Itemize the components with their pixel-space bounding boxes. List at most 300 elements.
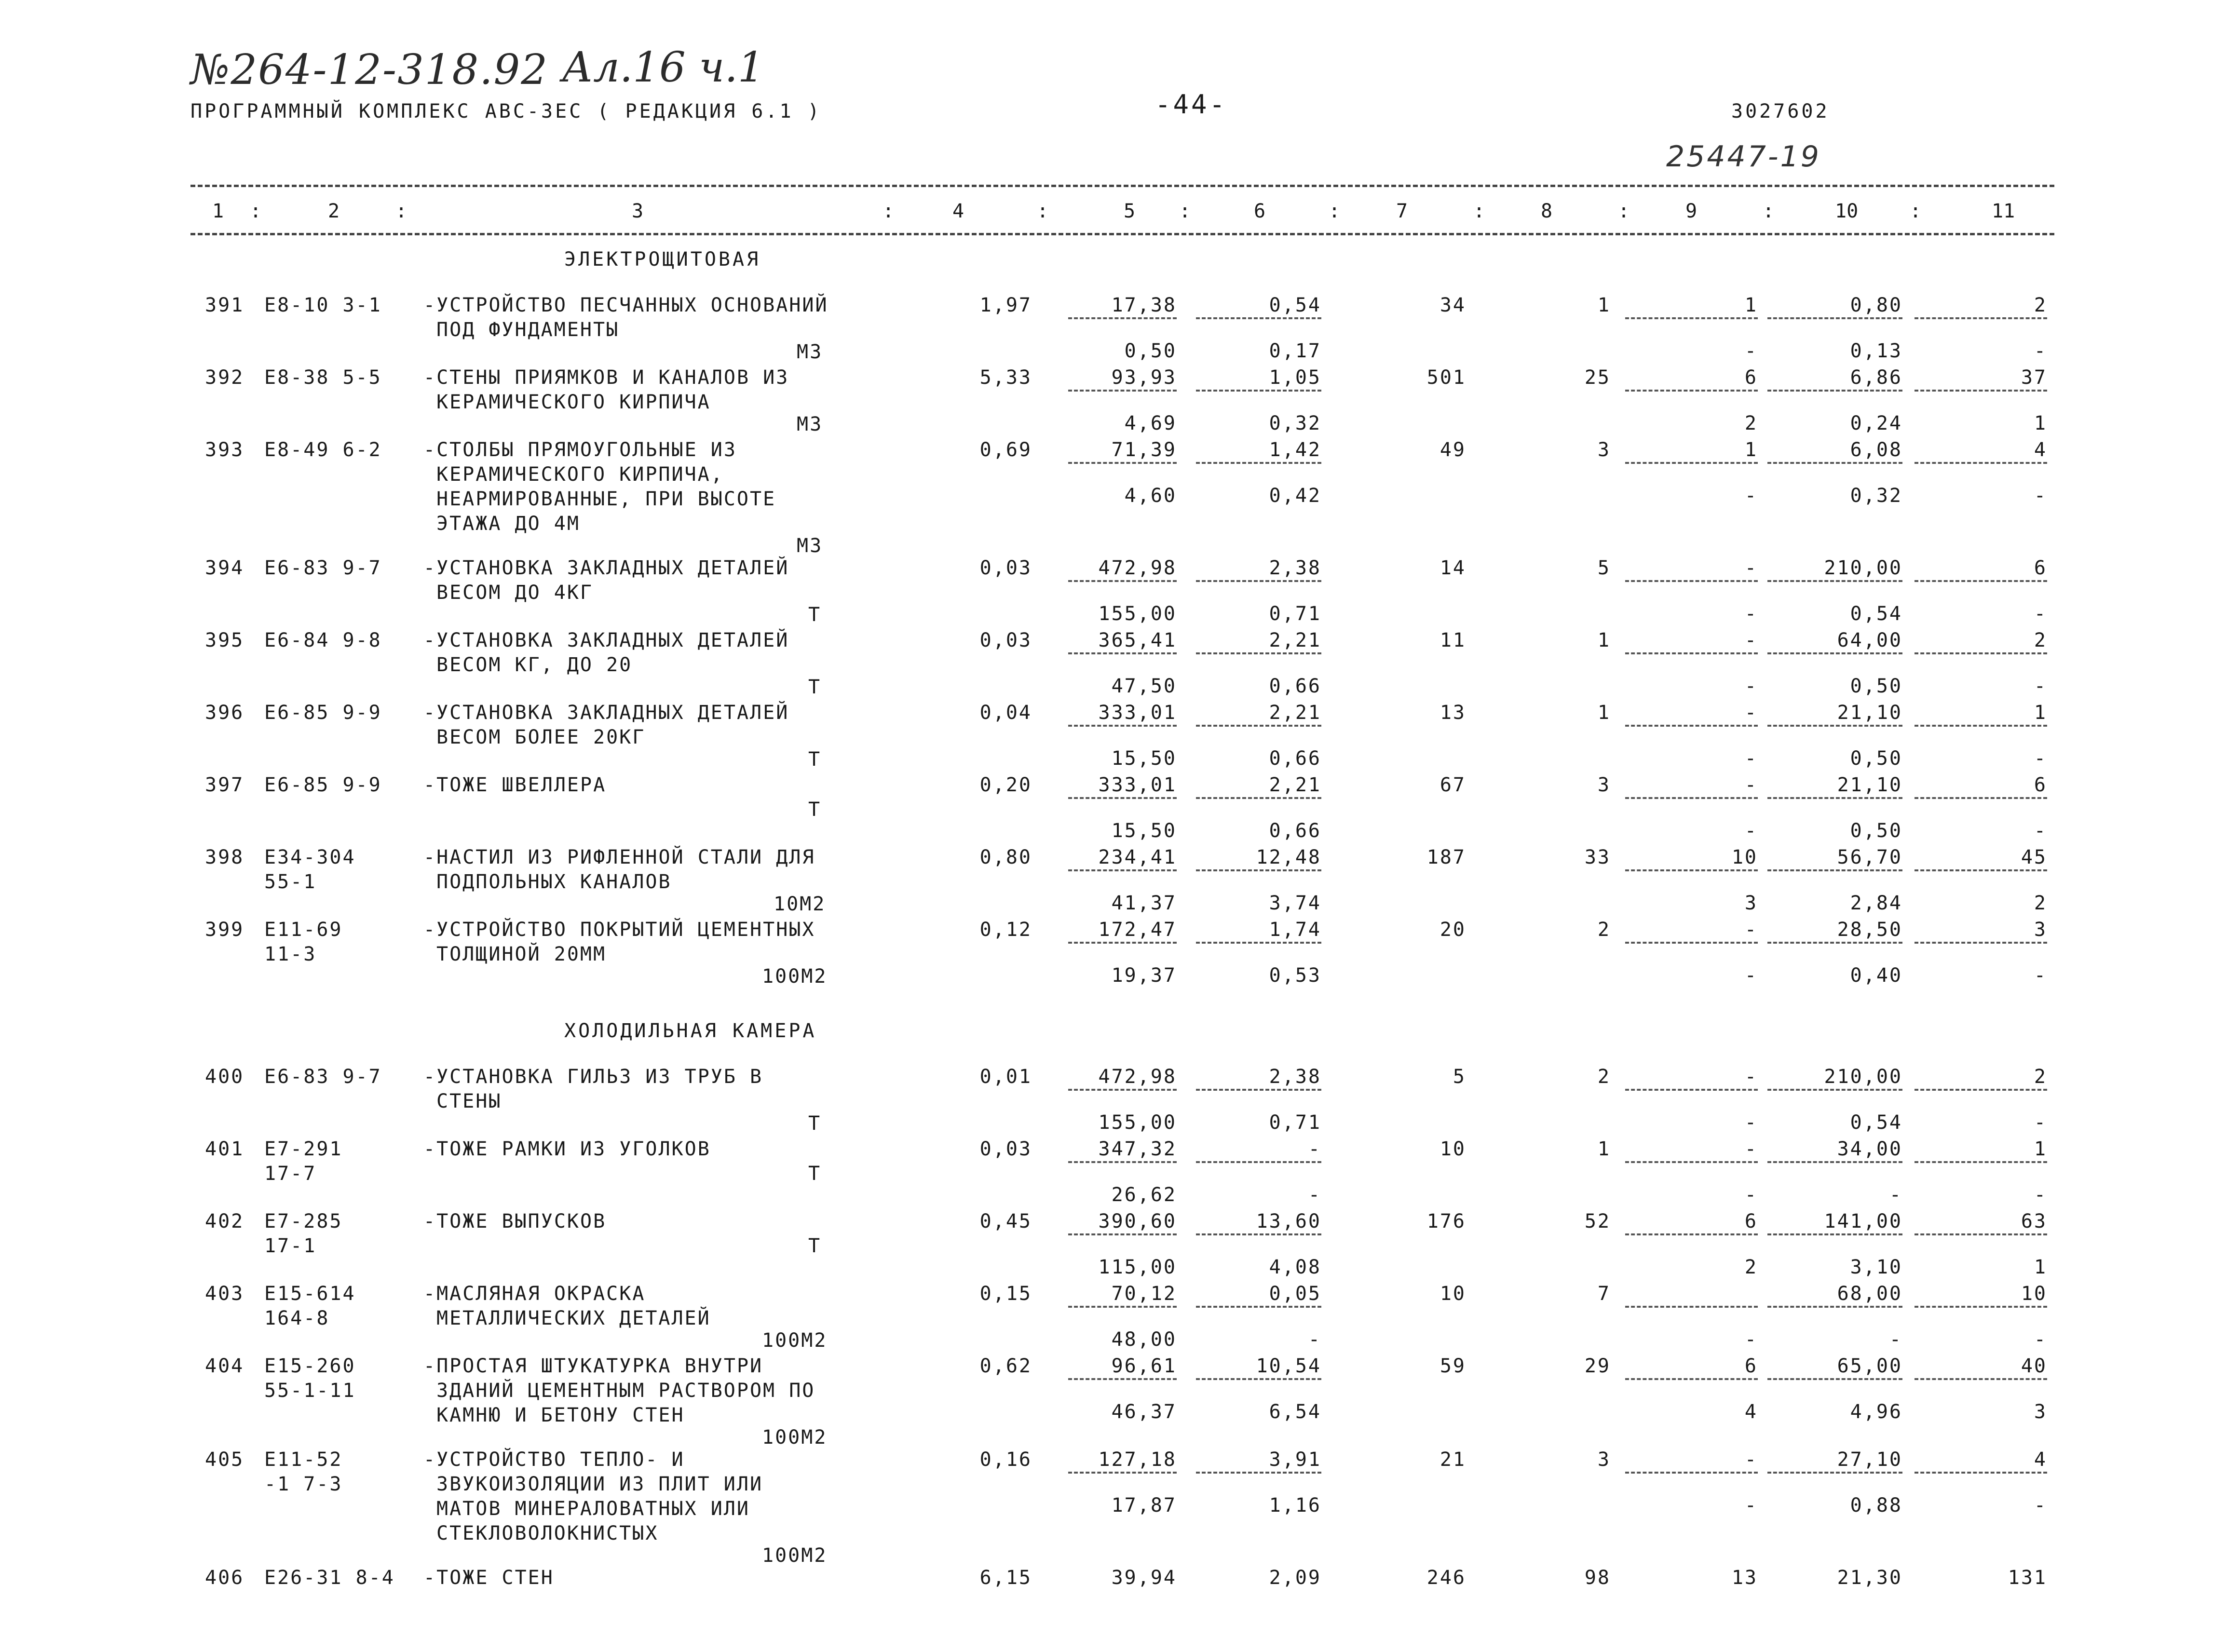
norm-code: Е8-10 3-1 [264, 294, 382, 316]
cell-c10: 141,00 [1824, 1210, 1902, 1232]
column-header: 1 [212, 200, 224, 222]
cell-c11b: - [2034, 485, 2047, 507]
cell-c10: 68,00 [1837, 1283, 1902, 1305]
cell-c6: 2,09 [1269, 1567, 1321, 1589]
row-divider [1915, 1472, 2047, 1474]
row-divider [1625, 1233, 1758, 1235]
cell-c10: 210,00 [1824, 557, 1902, 579]
row-divider [1196, 580, 1321, 582]
row-number: 401 [205, 1138, 244, 1160]
cell-c10b: - [1889, 1184, 1902, 1206]
handwritten-right-number: 25447-19 [1666, 140, 1821, 174]
cell-c11b: - [2034, 1184, 2047, 1206]
row-divider [1625, 580, 1758, 582]
cell-c6b: 0,71 [1269, 1111, 1321, 1134]
norm-code: Е7-291 [264, 1138, 343, 1160]
cell-c5: 472,98 [1098, 557, 1177, 579]
cell-c5: 333,01 [1098, 774, 1177, 796]
cell-c4: 0,45 [979, 1210, 1032, 1232]
cell-c10: 34,00 [1837, 1138, 1902, 1160]
cell-c9b: - [1744, 675, 1758, 697]
cell-c5b: 115,00 [1098, 1256, 1177, 1278]
cell-c9: - [1744, 1066, 1758, 1088]
work-description: МАТОВ МИНЕРАЛОВАТНЫХ ИЛИ [436, 1498, 750, 1520]
cell-c7: 5 [1453, 1066, 1466, 1088]
work-description: КАМНЮ И БЕТОНУ СТЕН [436, 1404, 685, 1426]
row-number: 392 [205, 366, 244, 389]
cell-c11: 3 [2034, 919, 2047, 941]
cell-c6: 0,05 [1269, 1283, 1321, 1305]
cell-c4: 0,01 [979, 1066, 1032, 1088]
column-separator: : [250, 200, 262, 222]
row-divider [1068, 580, 1177, 582]
norm-code: 55-1-11 [264, 1380, 356, 1402]
cell-c8: 29 [1584, 1355, 1611, 1377]
norm-code: Е7-285 [264, 1210, 343, 1232]
row-divider [1196, 869, 1321, 871]
cell-c5: 93,93 [1111, 366, 1177, 389]
cell-c11: 10 [2021, 1283, 2047, 1305]
cell-c9: - [1744, 774, 1758, 796]
work-description: -СТОЛБЫ ПРЯМОУГОЛЬНЫЕ ИЗ [423, 439, 737, 461]
cell-c5: 71,39 [1111, 439, 1177, 461]
cell-c6: 2,38 [1269, 1066, 1321, 1088]
work-description: -ПРОСТАЯ ШТУКАТУРКА ВНУТРИ [423, 1355, 763, 1377]
cell-c4: 0,15 [979, 1283, 1032, 1305]
column-separator: : [1179, 200, 1191, 222]
cell-c5b: 155,00 [1098, 1111, 1177, 1134]
row-divider [1767, 1161, 1902, 1163]
cell-c9b: - [1744, 747, 1758, 770]
cell-c4: 0,80 [979, 846, 1032, 868]
header-bottom-rule [190, 233, 2054, 235]
cell-c9: 10 [1731, 846, 1758, 868]
cell-c9: - [1744, 557, 1758, 579]
cell-c8: 33 [1584, 846, 1611, 868]
row-divider [1767, 652, 1902, 654]
cell-c11: 131 [2008, 1567, 2047, 1589]
cell-c6b: 1,16 [1269, 1494, 1321, 1517]
cell-c5: 172,47 [1098, 919, 1177, 941]
cell-c4: 1,97 [979, 294, 1032, 316]
cell-c11: 4 [2034, 439, 2047, 461]
cell-c6: 1,42 [1269, 439, 1321, 461]
unit: 100М2 [762, 1329, 828, 1352]
cell-c4: 0,62 [979, 1355, 1032, 1377]
cell-c5: 96,61 [1111, 1355, 1177, 1377]
cell-c11b: - [2034, 675, 2047, 697]
cell-c9: 6 [1744, 366, 1758, 389]
unit: Т [808, 1112, 822, 1135]
row-divider [1068, 1378, 1177, 1380]
cell-c5b: 15,50 [1111, 820, 1177, 842]
row-divider [1625, 1378, 1758, 1380]
row-divider [1767, 390, 1902, 392]
row-divider [1196, 390, 1321, 392]
cell-c11: 4 [2034, 1449, 2047, 1471]
norm-code: 11-3 [264, 943, 317, 965]
cell-c9b: - [1744, 603, 1758, 625]
cell-c9b: - [1744, 820, 1758, 842]
cell-c6b: 4,08 [1269, 1256, 1321, 1278]
cell-c7: 34 [1439, 294, 1466, 316]
row-number: 393 [205, 439, 244, 461]
work-description: -ТОЖЕ СТЕН [423, 1567, 554, 1589]
cell-c9b: - [1744, 485, 1758, 507]
column-header: 10 [1835, 200, 1859, 222]
row-divider [1196, 725, 1321, 727]
row-divider [1767, 1472, 1902, 1474]
program-title: ПРОГРАММНЫЙ КОМПЛЕКС АВС-3ЕС ( РЕДАКЦИЯ 6.1 ) [190, 100, 822, 122]
work-description: ЭТАЖА ДО 4М [436, 513, 580, 535]
row-number: 398 [205, 846, 244, 868]
row-divider [1625, 652, 1758, 654]
cell-c6b: 0,66 [1269, 747, 1321, 770]
cell-c8: 25 [1584, 366, 1611, 389]
cell-c5: 39,94 [1111, 1567, 1177, 1589]
cell-c9: - [1744, 629, 1758, 651]
work-description: КЕРАМИЧЕСКОГО КИРПИЧА, [436, 463, 724, 486]
work-description: -МАСЛЯНАЯ ОКРАСКА [423, 1283, 646, 1305]
cell-c8: 3 [1597, 774, 1611, 796]
cell-c7: 501 [1426, 366, 1466, 389]
cell-c8: 3 [1597, 439, 1611, 461]
cell-c11b: - [2034, 1328, 2047, 1351]
norm-code: Е8-49 6-2 [264, 439, 382, 461]
cell-c10b: 0,54 [1850, 1111, 1902, 1134]
row-number: 395 [205, 629, 244, 651]
cell-c7: 20 [1439, 919, 1466, 941]
cell-c8: 1 [1597, 1138, 1611, 1160]
row-divider [1068, 652, 1177, 654]
unit: Т [808, 1163, 822, 1185]
cell-c10: 21,10 [1837, 702, 1902, 724]
cell-c10b: 0,40 [1850, 964, 1902, 987]
row-divider [1625, 869, 1758, 871]
cell-c4: 0,12 [979, 919, 1032, 941]
cell-c9b: - [1744, 1111, 1758, 1134]
row-divider [1915, 1089, 2047, 1091]
cell-c6: 13,60 [1256, 1210, 1321, 1232]
cell-c6: 1,05 [1269, 366, 1321, 389]
cell-c4: 0,20 [979, 774, 1032, 796]
column-separator: : [1618, 200, 1630, 222]
cell-c5b: 15,50 [1111, 747, 1177, 770]
cell-c10: 64,00 [1837, 629, 1902, 651]
column-header: 5 [1124, 200, 1136, 222]
cell-c6: 0,54 [1269, 294, 1321, 316]
cell-c5b: 4,69 [1124, 412, 1177, 434]
row-divider [1625, 317, 1758, 319]
cell-c8: 2 [1597, 919, 1611, 941]
row-divider [1068, 725, 1177, 727]
cell-c11: 6 [2034, 774, 2047, 796]
row-divider [1068, 797, 1177, 799]
cell-c9: 6 [1744, 1210, 1758, 1232]
row-divider [1068, 1472, 1177, 1474]
row-divider [1068, 942, 1177, 944]
cell-c7: 49 [1439, 439, 1466, 461]
cell-c9b: - [1744, 964, 1758, 987]
cell-c9: 1 [1744, 294, 1758, 316]
cell-c6b: 0,53 [1269, 964, 1321, 987]
cell-c9: - [1744, 1138, 1758, 1160]
row-divider [1625, 462, 1758, 464]
row-number: 402 [205, 1210, 244, 1232]
row-divider [1625, 797, 1758, 799]
cell-c11b: - [2034, 820, 2047, 842]
handwritten-album: Ал.16 ч.1 [562, 43, 764, 92]
column-separator: : [395, 200, 407, 222]
row-divider [1196, 652, 1321, 654]
cell-c6: 2,21 [1269, 702, 1321, 724]
cell-c6b: 0,66 [1269, 675, 1321, 697]
row-number: 394 [205, 557, 244, 579]
cell-c9: 13 [1731, 1567, 1758, 1589]
cell-c10b: 0,88 [1850, 1494, 1902, 1517]
cell-c6b: 6,54 [1269, 1401, 1321, 1423]
cell-c5b: 4,60 [1124, 485, 1177, 507]
row-number: 405 [205, 1449, 244, 1471]
cell-c10b: 0,13 [1850, 340, 1902, 362]
work-description: -ТОЖЕ РАМКИ ИЗ УГОЛКОВ [423, 1138, 711, 1160]
cell-c5b: 19,37 [1111, 964, 1177, 987]
row-divider [1625, 725, 1758, 727]
column-header: 9 [1685, 200, 1697, 222]
row-number: 391 [205, 294, 244, 316]
cell-c11b: - [2034, 603, 2047, 625]
cell-c7: 67 [1439, 774, 1466, 796]
row-number: 406 [205, 1567, 244, 1589]
row-divider [1767, 942, 1902, 944]
norm-code: Е15-260 [264, 1355, 356, 1377]
cell-c10b: 0,50 [1850, 747, 1902, 770]
row-divider [1915, 580, 2047, 582]
row-divider [1196, 1233, 1321, 1235]
column-separator: : [883, 200, 895, 222]
work-description: -НАСТИЛ ИЗ РИФЛЕННОЙ СТАЛИ ДЛЯ [423, 846, 815, 868]
row-divider [1915, 390, 2047, 392]
column-header: 3 [632, 200, 644, 222]
row-divider [1767, 869, 1902, 871]
work-description: -УСТАНОВКА ЗАКЛАДНЫХ ДЕТАЛЕЙ [423, 702, 789, 724]
cell-c5: 70,12 [1111, 1283, 1177, 1305]
cell-c7: 14 [1439, 557, 1466, 579]
cell-c4: 0,69 [979, 439, 1032, 461]
row-number: 403 [205, 1283, 244, 1305]
cell-c10b: 3,10 [1850, 1256, 1902, 1278]
row-divider [1767, 317, 1902, 319]
document-code: 3027602 [1731, 100, 1830, 122]
work-description: СТЕНЫ [436, 1090, 502, 1112]
row-divider [1196, 1161, 1321, 1163]
norm-code: Е6-85 9-9 [264, 774, 382, 796]
cell-c11: 6 [2034, 557, 2047, 579]
cell-c9b: - [1744, 340, 1758, 362]
work-description: ВЕСОМ КГ, ДО 20 [436, 654, 633, 676]
cell-c8: 1 [1597, 702, 1611, 724]
work-description: ПОДПОЛЬНЫХ КАНАЛОВ [436, 871, 672, 893]
row-divider [1625, 1472, 1758, 1474]
cell-c6b: 0,32 [1269, 412, 1321, 434]
column-separator: : [1473, 200, 1485, 222]
row-divider [1196, 1378, 1321, 1380]
unit: М3 [797, 535, 823, 557]
norm-code: Е6-83 9-7 [264, 557, 382, 579]
column-separator: : [1910, 200, 1922, 222]
cell-c10b: 0,32 [1850, 485, 1902, 507]
column-header: 11 [1992, 200, 2015, 222]
norm-code: Е26-31 8-4 [264, 1567, 395, 1589]
cell-c7: 13 [1439, 702, 1466, 724]
work-description: -УСТРОЙСТВО ПОКРЫТИЙ ЦЕМЕНТНЫХ [423, 919, 815, 941]
row-divider [1068, 462, 1177, 464]
cell-c9b: 3 [1744, 892, 1758, 914]
cell-c10: 0,80 [1850, 294, 1902, 316]
column-separator: : [1329, 200, 1341, 222]
cell-c5b: 48,00 [1111, 1328, 1177, 1351]
row-divider [1915, 797, 2047, 799]
column-header: 2 [328, 200, 340, 222]
cell-c9: - [1744, 1449, 1758, 1471]
norm-code: Е8-38 5-5 [264, 366, 382, 389]
cell-c11: 2 [2034, 294, 2047, 316]
cell-c6: 10,54 [1256, 1355, 1321, 1377]
cell-c10: 6,08 [1850, 439, 1902, 461]
work-description: ПОД ФУНДАМЕНТЫ [436, 319, 620, 341]
row-divider [1068, 869, 1177, 871]
unit: 100М2 [762, 965, 828, 988]
cell-c10: 28,50 [1837, 919, 1902, 941]
column-separator: : [1037, 200, 1049, 222]
work-description: КЕРАМИЧЕСКОГО КИРПИЧА [436, 391, 711, 413]
unit: М3 [797, 341, 823, 363]
row-divider [1767, 1378, 1902, 1380]
unit: Т [808, 676, 822, 698]
row-divider [1625, 1306, 1758, 1308]
cell-c11b: - [2034, 340, 2047, 362]
row-divider [1915, 1233, 2047, 1235]
norm-code: Е6-83 9-7 [264, 1066, 382, 1088]
work-description: МЕТАЛЛИЧЕСКИХ ДЕТАЛЕЙ [436, 1307, 711, 1329]
row-divider [1196, 942, 1321, 944]
row-divider [1196, 1089, 1321, 1091]
cell-c9: 1 [1744, 439, 1758, 461]
unit: Т [808, 1235, 822, 1257]
row-divider [1915, 942, 2047, 944]
cell-c7: 10 [1439, 1283, 1466, 1305]
work-description: ТОЛЩИНОЙ 20ММ [436, 943, 607, 965]
cell-c4: 0,03 [979, 1138, 1032, 1160]
unit: М3 [797, 413, 823, 435]
section-title: ХОЛОДИЛЬНАЯ КАМЕРА [564, 1020, 817, 1042]
norm-code: Е11-69 [264, 919, 343, 941]
norm-code: 164-8 [264, 1307, 330, 1329]
cell-c8: 1 [1597, 294, 1611, 316]
row-divider [1196, 797, 1321, 799]
work-description: -ТОЖЕ ШВЕЛЛЕРА [423, 774, 607, 796]
cell-c5b: 41,37 [1111, 892, 1177, 914]
row-number: 404 [205, 1355, 244, 1377]
cell-c8: 3 [1597, 1449, 1611, 1471]
cell-c9b: 2 [1744, 1256, 1758, 1278]
section-title: ЭЛЕКТРОЩИТОВАЯ [564, 248, 761, 271]
row-divider [1625, 1161, 1758, 1163]
cell-c6: 3,91 [1269, 1449, 1321, 1471]
cell-c7: 10 [1439, 1138, 1466, 1160]
cell-c11: 2 [2034, 629, 2047, 651]
unit: Т [808, 748, 822, 771]
row-divider [1196, 1306, 1321, 1308]
norm-code: Е15-614 [264, 1283, 356, 1305]
norm-code: -1 7-3 [264, 1473, 343, 1495]
row-divider [1915, 1378, 2047, 1380]
cell-c4: 0,16 [979, 1449, 1032, 1471]
cell-c5: 17,38 [1111, 294, 1177, 316]
row-divider [1625, 390, 1758, 392]
cell-c11: 45 [2021, 846, 2047, 868]
work-description: СТЕКЛОВОЛОКНИСТЫХ [436, 1522, 659, 1544]
row-divider [1625, 1089, 1758, 1091]
cell-c9b: 2 [1744, 412, 1758, 434]
cell-c7: 21 [1439, 1449, 1466, 1471]
cell-c10b: 0,54 [1850, 603, 1902, 625]
work-description: ЗВУКОИЗОЛЯЦИИ ИЗ ПЛИТ ИЛИ [436, 1473, 763, 1495]
work-description: НЕАРМИРОВАННЫЕ, ПРИ ВЫСОТЕ [436, 488, 776, 510]
cell-c5: 127,18 [1098, 1449, 1177, 1471]
column-separator: : [1763, 200, 1775, 222]
cell-c8: 52 [1584, 1210, 1611, 1232]
norm-code: Е6-84 9-8 [264, 629, 382, 651]
cell-c11b: - [2034, 964, 2047, 987]
page-number: -44- [1155, 89, 1228, 120]
cell-c11: 1 [2034, 1138, 2047, 1160]
cell-c8: 2 [1597, 1066, 1611, 1088]
unit: Т [808, 799, 822, 821]
cell-c10b: 4,96 [1850, 1401, 1902, 1423]
cell-c9: 6 [1744, 1355, 1758, 1377]
row-divider [1767, 1233, 1902, 1235]
cell-c5b: 26,62 [1111, 1184, 1177, 1206]
cell-c4: 6,15 [979, 1567, 1032, 1589]
cell-c10: 27,10 [1837, 1449, 1902, 1471]
cell-c7: 59 [1439, 1355, 1466, 1377]
unit: 100М2 [762, 1426, 828, 1449]
cell-c10b: - [1889, 1328, 1902, 1351]
row-number: 400 [205, 1066, 244, 1088]
work-description: -СТЕНЫ ПРИЯМКОВ И КАНАЛОВ ИЗ [423, 366, 789, 389]
header-top-rule [190, 185, 2054, 187]
cell-c6b: 0,42 [1269, 485, 1321, 507]
row-divider [1915, 869, 2047, 871]
row-divider [1915, 1306, 2047, 1308]
cell-c10: 56,70 [1837, 846, 1902, 868]
cell-c6: 2,38 [1269, 557, 1321, 579]
row-divider [1196, 317, 1321, 319]
cell-c11b: - [2034, 1111, 2047, 1134]
column-header: 8 [1541, 200, 1553, 222]
row-divider [1915, 462, 2047, 464]
cell-c6: - [1308, 1138, 1321, 1160]
cell-c11: 1 [2034, 702, 2047, 724]
row-number: 399 [205, 919, 244, 941]
cell-c10: 21,30 [1837, 1567, 1902, 1589]
cell-c7: 176 [1426, 1210, 1466, 1232]
cell-c7: 246 [1426, 1567, 1466, 1589]
cell-c11b: 1 [2034, 412, 2047, 434]
cell-c11: 2 [2034, 1066, 2047, 1088]
unit: 100М2 [762, 1544, 828, 1567]
